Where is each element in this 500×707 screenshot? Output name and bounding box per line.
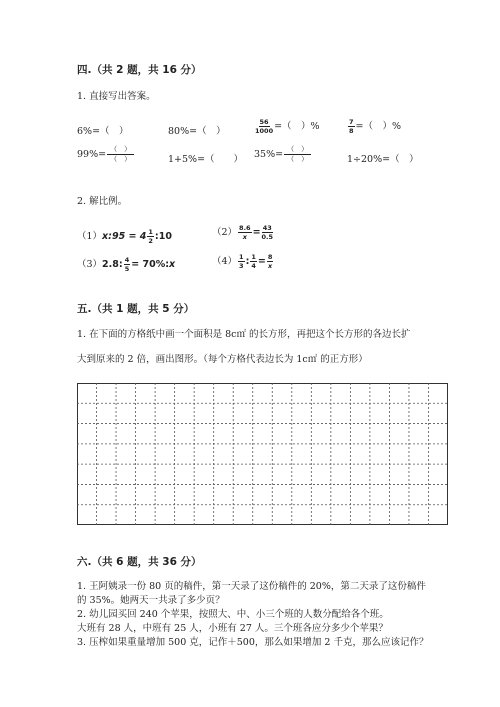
- section-6-title: 六.（共 6 题，共 36 分）: [77, 556, 202, 568]
- question-1-label: 1. 直接写出答案。: [77, 91, 156, 102]
- answer-item-8: 1÷20%=（ ）: [347, 154, 419, 165]
- section-6-line-1: 1. 王阿姨录一份 80 页的稿件，第一天录了这份稿件的 20%，第二天录了这份稿件: [77, 581, 426, 592]
- section-6-line-2: 的 35%。她两天一共录了多少页？: [77, 595, 225, 606]
- section-6-line-3: 2. 幼儿园买回 240 个苹果，按照大、中、小三个班的人数分配给各个班。: [77, 609, 389, 620]
- fraction: $\frac{7}{8}$: [349, 117, 354, 135]
- answer-item-6: 1+5%=（ ）: [168, 154, 244, 165]
- fraction: $\frac{56}{1000}$: [255, 117, 274, 135]
- grid-lines: [77, 383, 448, 525]
- question-2-label: 2. 解比例。: [77, 196, 128, 207]
- answer-item-1: 6%=（ ）: [77, 126, 129, 137]
- answer-item-7: 35%= $\frac{( )}{( )}$: [254, 146, 312, 163]
- section-4-title: 四.（共 2 题，共 16 分）: [77, 64, 202, 76]
- fraction-blank: $\frac{( )}{( )}$: [107, 146, 134, 163]
- section-5-question-line-2: 大到原来的 2 倍，画出图形。（每个方格代表边长为 1c㎡ 的正方形）: [77, 354, 368, 365]
- proportion-4: （4） $\frac{1}{3}$ : $\frac{1}{4}$ = $\frac{8}{x}$: [212, 252, 273, 270]
- fraction-blank: $\frac{( )}{( )}$: [284, 146, 311, 163]
- answer-item-5: 99%= $\frac{( )}{( )}$: [77, 146, 135, 163]
- answer-item-3: $\frac{56}{1000}$ =（ ）%: [255, 117, 320, 135]
- section-5-question-line-1: 1. 在下面的方格纸中画一个面积是 8c㎡ 的长方形，再把这个长方形的各边长扩: [77, 329, 411, 340]
- answer-item-2: 80%=（ ）: [168, 126, 226, 137]
- square-grid-paper[interactable]: [77, 383, 448, 525]
- section-5-title: 五.（共 1 题，共 5 分）: [77, 303, 195, 315]
- answer-item-4: $\frac{7}{8}$ =（ ）%: [349, 117, 402, 135]
- section-6-line-5: 3. 压榨如果重量增加 500 克，记作＋500，那么如果增加 2 千克，那么应该记作？: [77, 637, 429, 648]
- proportion-3: （3）2.8: $\frac{4}{5}$ = 70%:x: [77, 255, 176, 273]
- proportion-1: （1）x:95 = 4 $\frac{1}{2}$ :10: [77, 227, 172, 245]
- proportion-2: （2） $\frac{8.6}{x}$ = $\frac{43}{0.5}$: [212, 223, 274, 241]
- section-6-line-4: 大班有 28 人，中班有 25 人，小班有 27 人。三个班各应分多少个苹果？: [77, 623, 388, 634]
